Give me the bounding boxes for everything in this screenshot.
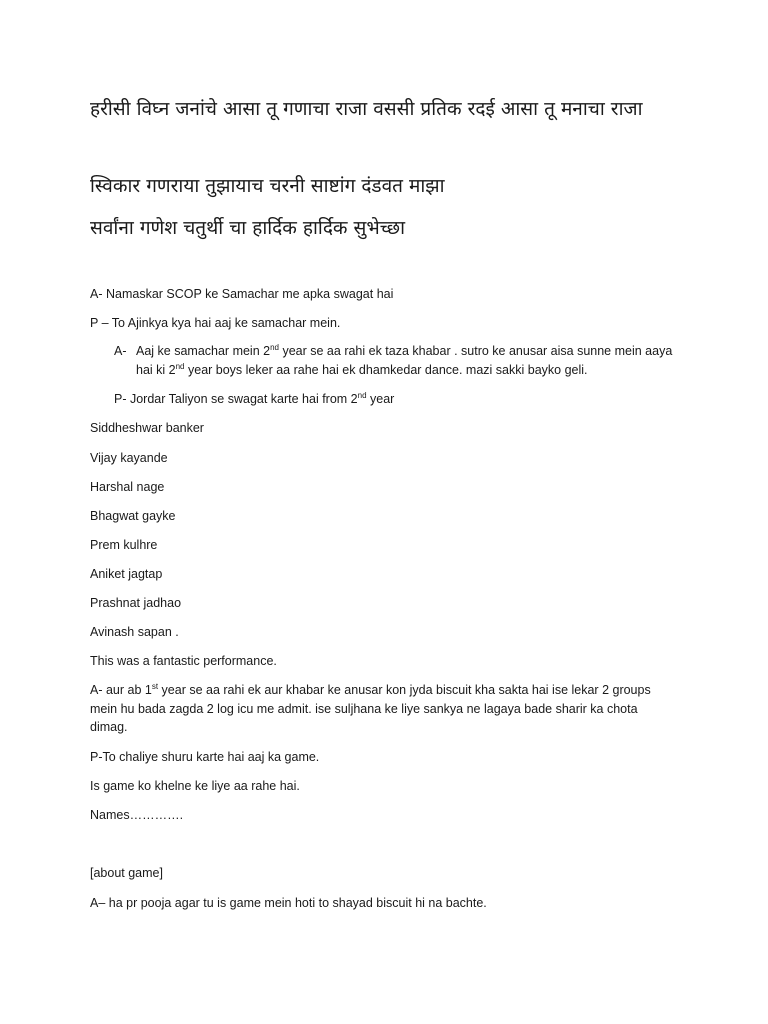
news-text-part: year boys leker aa rahe hai ek dhamkedar dance. mazi sakki bayko geli. (184, 362, 588, 377)
news-text-part: year se aa rahi ek taza khabar . sutro ke anusar aisa sunne mein aaya hai ki 2 (136, 344, 673, 377)
list-item-presenter-welcome (114, 390, 674, 409)
game-players-line: Is game ko khelne ke liye aa rahe hai. (90, 779, 300, 793)
welcome-text-part: year (366, 392, 395, 406)
ordinal-suffix: nd (175, 361, 185, 371)
performer-name: Aniket jagtap (90, 567, 163, 581)
performer-name: Vijay kayande (90, 451, 168, 465)
news-text (136, 342, 674, 379)
welcome-text-part: P- Jordar Taliyon se swagat karte hai from 2 (114, 392, 358, 406)
news-text-part: Aaj ke samachar mein 2 (136, 344, 271, 358)
names-placeholder: Names…………. (90, 808, 184, 822)
performance-remark: This was a fantastic performance. (90, 654, 277, 668)
ordinal-suffix: nd (357, 390, 367, 400)
biscuit-news-paragraph (90, 681, 670, 737)
ordinal-suffix: nd (270, 342, 279, 352)
performer-name: Avinash sapan . (90, 625, 179, 639)
performer-name: Bhagwat gayke (90, 509, 176, 523)
intro-anchor-line: A- Namaskar SCOP ke Samachar me apka swagat hai (90, 287, 394, 301)
about-game-note: [about game] (90, 866, 163, 880)
biscuit-text-part: A- aur ab 1 (90, 683, 152, 697)
performer-name: Harshal nage (90, 480, 165, 494)
intro-presenter-line: P – To Ajinkya kya hai aaj ke samachar mein. (90, 316, 341, 330)
performer-name: Siddheshwar banker (90, 421, 204, 435)
marathi-verse-line-2: स्विकार गणराया तुझायाच चरनी साष्टांग दंडवत माझा (90, 175, 445, 197)
biscuit-text-part: year se aa rahi ek aur khabar ke anusar kon jyda biscuit kha sakta hai ise lekar 2 groups mein hu bada zagda 2 log icu me admit. ise suljhana ke liye sankya ne lagaya bade sharir ka chota dimag. (90, 683, 651, 734)
performer-name: Prem kulhre (90, 538, 158, 552)
final-anchor-line: A– ha pr pooja agar tu is game mein hoti to shayad biscuit hi na bachte. (90, 896, 487, 910)
marathi-verse-line-1: हरीसी विघ्न जनांचे आसा तू गणाचा राजा वससी प्रतिक रदई आसा तू मनाचा राजा (90, 98, 643, 120)
performer-name: Prashnat jadhao (90, 596, 182, 610)
ordinal-suffix: st (151, 681, 159, 691)
game-start-line: P-To chaliye shuru karte hai aaj ka game. (90, 750, 320, 764)
ganesh-chaturthi-greeting: सर्वांना गणेश चतुर्थी चा हार्दिक हार्दिक सुभेच्छा (90, 217, 405, 239)
list-item-anchor-news (114, 342, 674, 379)
list-marker: A- (114, 344, 127, 358)
